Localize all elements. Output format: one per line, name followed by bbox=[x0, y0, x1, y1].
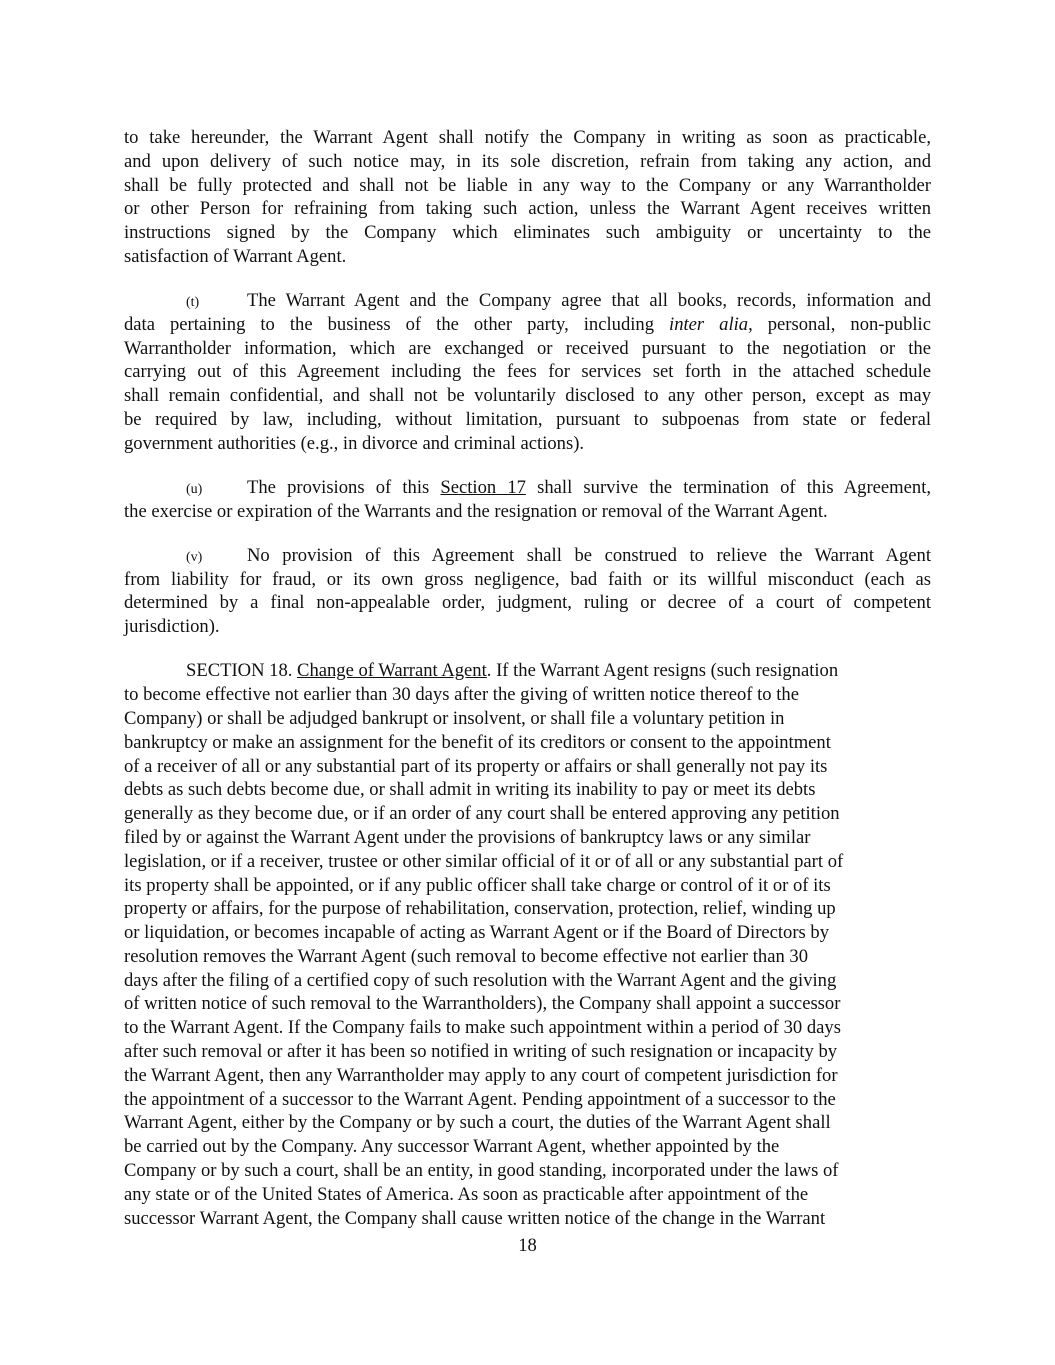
section-title: Change of Warrant Agent bbox=[297, 660, 487, 682]
text-line: of written notice of such removal to the Warrantholders), the Company shall appoint a successor bbox=[124, 993, 841, 1015]
section-heading-line bbox=[124, 659, 931, 683]
text-line: property or affairs, for the purpose of rehabilitation, conservation, protection, relief, winding up bbox=[124, 898, 836, 920]
text-line: its property shall be appointed, or if any public officer shall take charge or control of it or of its bbox=[124, 874, 831, 896]
text-line bbox=[124, 476, 931, 500]
continuation-paragraph bbox=[124, 126, 931, 269]
text-line: filed by or against the Warrant Agent under the provisions of bankruptcy laws or any similar bbox=[124, 826, 811, 848]
text-line: government authorities (e.g., in divorce and criminal actions). bbox=[124, 432, 585, 454]
text: shall survive the termination of this Agreement, bbox=[525, 476, 932, 498]
clause-t bbox=[124, 289, 931, 456]
text: No provision of this Agreement shall be construed to relieve the Warrant Agent bbox=[247, 544, 931, 566]
text-line: to become effective not earlier than 30 days after the giving of written notice thereof to the bbox=[124, 684, 799, 706]
text-line: days after the filing of a certified copy of such resolution with the Warrant Agent and the giving bbox=[124, 969, 837, 991]
text-line: the exercise or expiration of the Warrants and the resignation or removal of the Warrant Agent. bbox=[124, 500, 828, 522]
text-line: instructions signed by the Company which eliminates such ambiguity or uncertainty to the bbox=[124, 222, 931, 244]
latin-phrase: inter alia bbox=[669, 313, 749, 335]
text-line: legislation, or if a receiver, trustee or other similar official of it or of all or any substantial part of bbox=[124, 850, 844, 872]
text-line: to the Warrant Agent. If the Company fails to make such appointment within a period of 30 days bbox=[124, 1017, 841, 1039]
text-line: Company) or shall be adjudged bankrupt or insolvent, or shall file a voluntary petition in bbox=[124, 707, 785, 729]
text-line: or other Person for refraining from taking such action, unless the Warrant Agent receives written bbox=[124, 198, 931, 220]
text-line: carrying out of this Agreement including the fees for services set forth in the attached schedule bbox=[124, 361, 931, 383]
text-line bbox=[124, 544, 931, 568]
text-line: from liability for fraud, or its own gross negligence, bad faith or its willful misconduct (each as bbox=[124, 568, 931, 590]
text-line: after such removal or after it has been so notified in writing of such resignation or incapacity by bbox=[124, 1041, 838, 1063]
text: . If the Warrant Agent resigns (such resignation bbox=[486, 660, 839, 682]
section-number: SECTION 18. bbox=[186, 660, 298, 682]
clause-u bbox=[124, 476, 931, 524]
text-line: successor Warrant Agent, the Company shall cause written notice of the change in the Warrant bbox=[124, 1207, 826, 1229]
text-line bbox=[124, 289, 931, 313]
text-line: Warrant Agent, either by the Company or by such a court, the duties of the Warrant Agent shall bbox=[124, 1112, 831, 1134]
text-line: Company or by such a court, shall be an entity, in good standing, incorporated under the laws of bbox=[124, 1160, 839, 1182]
text-line: shall be fully protected and shall not be liable in any way to the Company or any Warrantholder bbox=[124, 174, 931, 196]
clause-label: (t) bbox=[186, 295, 200, 311]
text-line: satisfaction of Warrant Agent. bbox=[124, 245, 347, 267]
text: data pertaining to the business of the other party, including bbox=[124, 313, 670, 335]
text: The Warrant Agent and the Company agree that all books, records, information and bbox=[247, 290, 931, 312]
text-line: bankruptcy or make an assignment for the benefit of its creditors or consent to the appointment bbox=[124, 731, 831, 753]
text-line: and upon delivery of such notice may, in its sole discretion, refrain from taking any action, and bbox=[124, 150, 931, 172]
text-line: shall remain confidential, and shall not be voluntarily disclosed to any other person, except as may bbox=[124, 385, 931, 407]
clause-label: (v) bbox=[186, 549, 203, 565]
text-line: be carried out by the Company. Any successor Warrant Agent, whether appointed by the bbox=[124, 1136, 780, 1158]
text-line: to take hereunder, the Warrant Agent shall notify the Company in writing as soon as practicable, bbox=[124, 127, 931, 148]
text: , personal, non-public bbox=[748, 313, 931, 335]
text-line: jurisdiction). bbox=[124, 616, 220, 638]
text-line: generally as they become due, or if an order of any court shall be entered approving any petition bbox=[124, 803, 840, 825]
text-line: any state or of the United States of America. As soon as practicable after appointment of the bbox=[124, 1183, 809, 1205]
text-line: the Warrant Agent, then any Warrantholder may apply to any court of competent jurisdiction for bbox=[124, 1064, 838, 1086]
text-line: the appointment of a successor to the Warrant Agent. Pending appointment of a successor to the bbox=[124, 1088, 836, 1110]
text-line: determined by a final non-appealable order, judgment, ruling or decree of a court of competent bbox=[124, 592, 931, 614]
clause-label: (u) bbox=[186, 481, 203, 497]
text-line: of a receiver of all or any substantial part of its property or affairs or shall generally not pay its bbox=[124, 755, 828, 777]
text: The provisions of this bbox=[247, 476, 441, 498]
page-number: 18 bbox=[518, 1235, 537, 1256]
text-line bbox=[124, 313, 931, 337]
text-line: or liquidation, or becomes incapable of acting as Warrant Agent or if the Board of Directors by bbox=[124, 922, 830, 944]
clause-v bbox=[124, 544, 931, 639]
text-line: debts as such debts become due, or shall admit in writing its inability to pay or meet its debts bbox=[124, 779, 816, 801]
text-line: be required by law, including, without limitation, pursuant to subpoenas from state or federal bbox=[124, 409, 931, 431]
section-17-reference: Section 17 bbox=[440, 476, 526, 498]
document-page bbox=[124, 126, 931, 1230]
text-line: resolution removes the Warrant Agent (such removal to become effective not earlier than 30 bbox=[124, 945, 808, 967]
section-18 bbox=[124, 659, 931, 1230]
text-line: Warrantholder information, which are exchanged or received pursuant to the negotiation or the bbox=[124, 337, 931, 359]
